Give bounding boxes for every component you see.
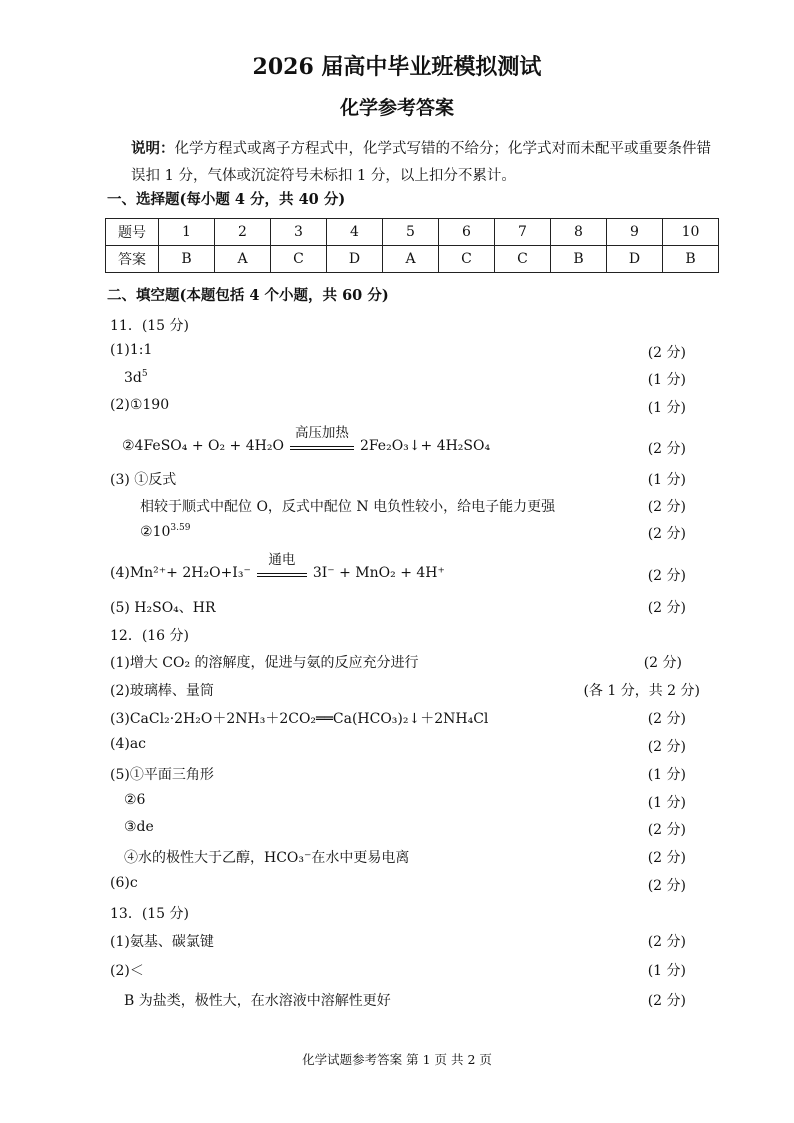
- answer-cell: B: [551, 246, 607, 273]
- note-text: 化学方程式或离子方程式中，化学式写错的不给分；化学式对而未配平或重要条件错误扣 1 分，气体或沉淀符号未标扣 1 分，以上扣分不累计。: [131, 141, 711, 184]
- answer-cell: C: [271, 246, 327, 273]
- q12-score-5: (1 分): [647, 767, 686, 783]
- question-number-cell: 2: [215, 219, 271, 246]
- question-number-cell: 5: [383, 219, 439, 246]
- answer-cell: D: [607, 246, 663, 273]
- equation-1-condition: 高压加热: [294, 425, 349, 441]
- question-number-cell: 9: [607, 219, 663, 246]
- table-header-cell: 答案: [106, 246, 159, 273]
- q11-score-2: (1 分): [647, 372, 686, 388]
- q12-answer-9: (6)c: [110, 875, 138, 891]
- equation-2-condition: 通电: [268, 552, 296, 568]
- table-row: [106, 219, 719, 246]
- q12-answer-2: (2)玻璃棒、量筒: [110, 683, 214, 699]
- q12-score-3: (2 分): [647, 711, 686, 727]
- question-number-cell: 6: [439, 219, 495, 246]
- answer-cell: A: [383, 246, 439, 273]
- question-number-cell: 7: [495, 219, 551, 246]
- page-subtitle: 化学参考答案: [339, 97, 454, 119]
- power-exponent: 3.59: [170, 523, 191, 533]
- q11-equation-2: [110, 552, 445, 581]
- q11-score-8: (2 分): [647, 568, 686, 584]
- instructions-note: [131, 135, 721, 190]
- answer-cell: D: [327, 246, 383, 273]
- equation-1-arrow: [290, 425, 354, 450]
- q11-score-4: (2 分): [647, 441, 686, 457]
- q11-score-6: (2 分): [647, 499, 686, 515]
- q11-answer-2: [124, 369, 148, 386]
- q13-answer-3: B 为盐类，极性大，在水溶液中溶解性更好: [124, 993, 391, 1009]
- answer-cell: B: [159, 246, 215, 273]
- question-number-cell: 8: [551, 219, 607, 246]
- q11-header: 11．(15 分): [110, 318, 190, 334]
- question-number-cell: 1: [159, 219, 215, 246]
- q12-score-8: (2 分): [647, 850, 686, 866]
- q11-score-7: (2 分): [647, 526, 686, 542]
- equation-2-left: (4)Mn²⁺+ 2H₂O+I₃⁻: [110, 565, 251, 581]
- q12-score-9: (2 分): [647, 878, 686, 894]
- equation-1-right: 2Fe₂O₃↓+ 4H₂SO₄: [359, 438, 491, 454]
- table-header-cell: 题号: [106, 219, 159, 246]
- q12-answer-3: (3)CaCl₂·2H₂O＋2NH₃＋2CO₂══Ca(HCO₃)₂↓＋2NH₄Cl: [110, 711, 489, 727]
- table-row: [106, 246, 719, 273]
- q11-answer-9: (5) H₂SO₄、HR: [110, 600, 216, 616]
- q11-answer-1: (1)1:1: [110, 342, 153, 358]
- q13-answer-2: (2)＜: [110, 963, 144, 979]
- q12-score-4: (2 分): [647, 739, 686, 755]
- q12-answer-1: (1)增大 CO₂ 的溶解度，促进与氨的反应充分进行: [110, 655, 419, 671]
- section-2-heading: 二、填空题(本题包括 4 个小题，共 60 分): [107, 287, 389, 304]
- q12-answer-6: ②6: [124, 792, 146, 808]
- q12-answer-4: (4)ac: [110, 736, 147, 752]
- electron-config-text: 3d: [124, 370, 142, 386]
- double-line-icon: [257, 573, 307, 577]
- question-number-cell: 4: [327, 219, 383, 246]
- q11-score-9: (2 分): [647, 600, 686, 616]
- page-footer: 化学试题参考答案 第 1 页 共 2 页: [302, 1052, 492, 1067]
- question-number-cell: 3: [271, 219, 327, 246]
- q11-score-5: (1 分): [647, 472, 686, 488]
- q11-answer-7: [140, 523, 190, 540]
- answer-cell: A: [215, 246, 271, 273]
- q12-answer-5: (5)①平面三角形: [110, 767, 214, 783]
- q12-answer-7: ③de: [124, 819, 154, 835]
- answer-cell: C: [495, 246, 551, 273]
- equation-2-arrow: [257, 552, 307, 577]
- answer-cell: B: [663, 246, 719, 273]
- q12-score-2: (各 1 分，共 2 分): [583, 683, 700, 699]
- section-1-heading: 一、选择题(每小题 4 分，共 40 分): [107, 191, 346, 208]
- q12-score-1: (2 分): [643, 655, 682, 671]
- electron-config-superscript: 5: [141, 369, 148, 379]
- page-title: 2026 届高中毕业班模拟测试: [252, 54, 542, 80]
- note-lead: 说明：: [131, 140, 175, 157]
- q11-answer-3: (2)①190: [110, 397, 170, 413]
- q12-score-7: (2 分): [647, 822, 686, 838]
- power-base: ②10: [140, 524, 171, 540]
- equation-1-left: ②4FeSO₄ + O₂ + 4H₂O: [122, 438, 284, 454]
- q11-score-3: (1 分): [647, 400, 686, 416]
- q11-equation-1: [122, 425, 491, 454]
- double-line-icon: [290, 446, 354, 450]
- q13-answer-1: (1)氨基、碳氯键: [110, 934, 214, 950]
- q13-header: 13．(15 分): [110, 906, 190, 922]
- question-number-cell: 10: [663, 219, 719, 246]
- q12-score-6: (1 分): [647, 795, 686, 811]
- q11-score-1: (2 分): [647, 345, 686, 361]
- equation-2-right: 3I⁻ + MnO₂ + 4H⁺: [312, 565, 445, 581]
- q11-answer-6: 相较于顺式中配位 O，反式中配位 N 电负性较小，给电子能力更强: [140, 499, 556, 515]
- q11-answer-5: (3) ①反式: [110, 472, 177, 488]
- q12-answer-8: ④水的极性大于乙醇，HCO₃⁻在水中更易电离: [124, 850, 410, 866]
- q12-header: 12．(16 分): [110, 628, 190, 644]
- q13-score-1: (2 分): [647, 934, 686, 950]
- q13-score-3: (2 分): [647, 993, 686, 1009]
- q13-score-2: (1 分): [647, 963, 686, 979]
- answer-cell: C: [439, 246, 495, 273]
- multiple-choice-answer-table: [105, 218, 719, 273]
